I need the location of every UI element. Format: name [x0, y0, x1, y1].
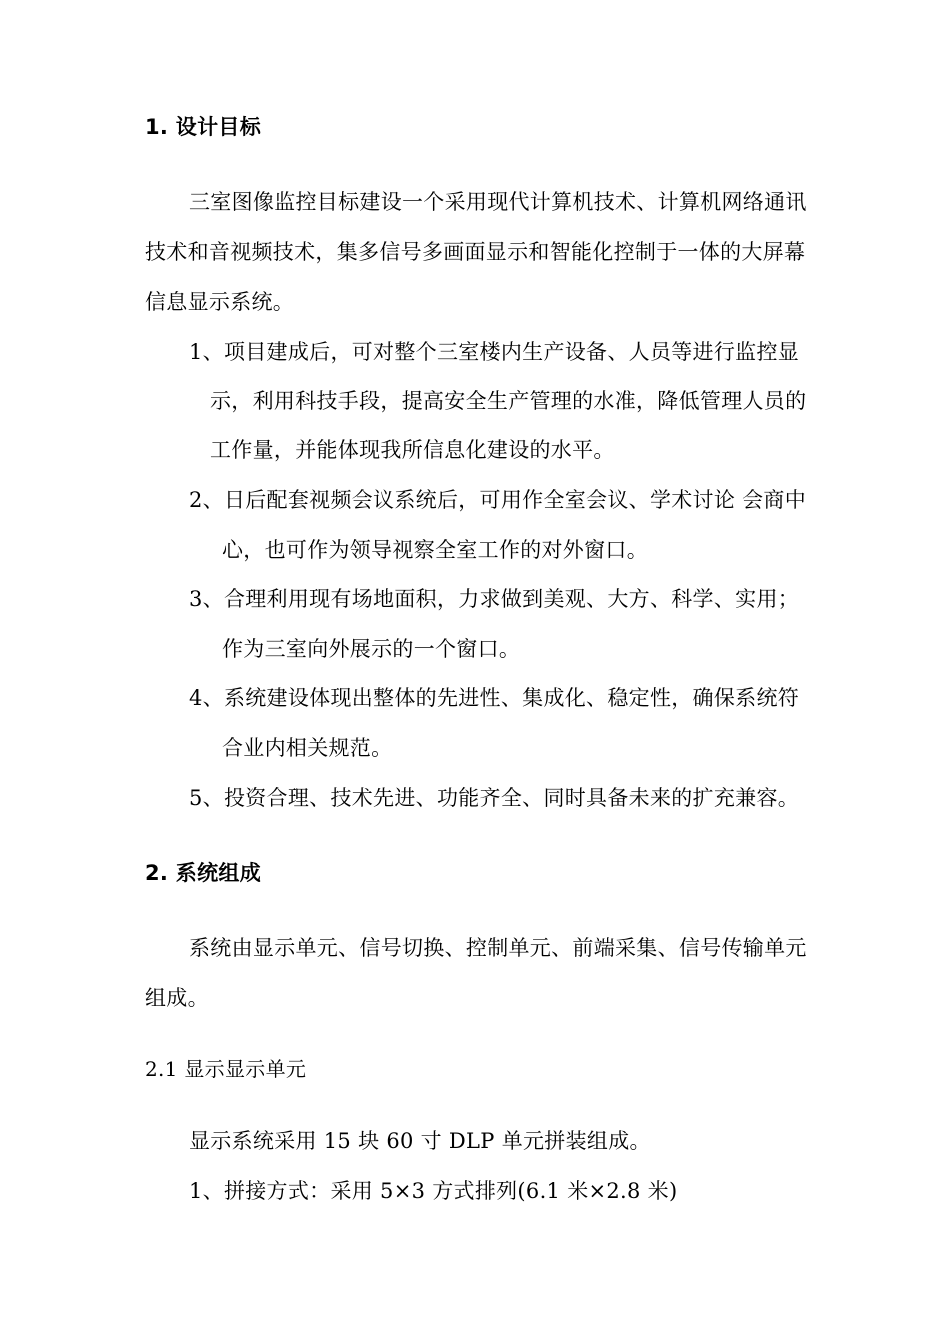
goal-item-1-line-2: 示，利用科技手段，提高安全生产管理的水准，降低管理人员的	[210, 389, 807, 413]
goal-item-5-line-1: 5、投资合理、技术先进、功能齐全、同时具备未来的扩充兼容。	[189, 786, 800, 810]
goal-item-1-line-3: 工作量，并能体现我所信息化建设的水平。	[210, 438, 615, 462]
goal-item-3-line-2: 作为三室向外展示的一个窗口。	[222, 637, 521, 661]
subsection-2-1-line-2: 1、拼接方式：采用 5×3 方式排列(6.1 米×2.8 米)	[189, 1179, 678, 1203]
section-2-intro-line-1: 系统由显示单元、信号切换、控制单元、前端采集、信号传输单元	[189, 936, 807, 960]
section-2-intro-line-2: 组成。	[145, 986, 209, 1010]
goal-item-2-line-1: 2、日后配套视频会议系统后，可用作全室会议、学术讨论 会商中	[189, 488, 807, 512]
goal-item-3-line-1: 3、合理利用现有场地面积，力求做到美观、大方、科学、实用；	[189, 587, 800, 611]
section-1-intro-line-3: 信息显示系统。	[145, 290, 295, 314]
goal-item-4-line-1: 4、系统建设体现出整体的先进性、集成化、稳定性，确保系统符	[189, 686, 800, 710]
section-1-intro-line-1: 三室图像监控目标建设一个采用现代计算机技术、计算机网络通讯	[189, 190, 807, 214]
section-1-heading: 1. 设计目标	[145, 115, 261, 139]
section-1-intro-line-2: 技术和音视频技术，集多信号多画面显示和智能化控制于一体的大屏幕	[145, 240, 806, 264]
goal-item-4-line-2: 合业内相关规范。	[222, 736, 393, 760]
section-2-heading: 2. 系统组成	[145, 861, 261, 885]
subsection-2-1-heading: 2.1 显示显示单元	[145, 1057, 307, 1081]
goal-item-1-line-1: 1、项目建成后，可对整个三室楼内生产设备、人员等进行监控显	[189, 340, 800, 364]
subsection-2-1-line-1: 显示系统采用 15 块 60 寸 DLP 单元拼装组成。	[189, 1129, 651, 1153]
goal-item-2-line-2: 心，也可作为领导视察全室工作的对外窗口。	[222, 538, 648, 562]
